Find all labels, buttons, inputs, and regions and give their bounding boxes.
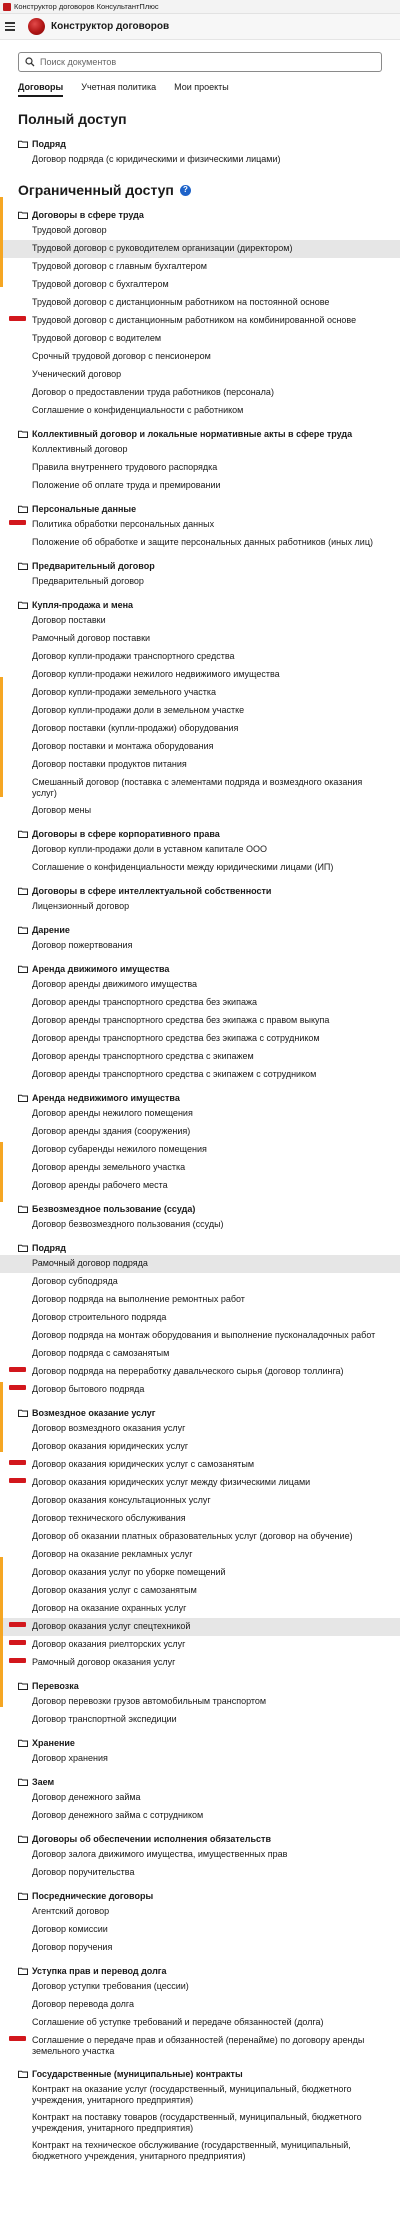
contract-list-item[interactable]: [0, 648, 400, 666]
contract-list-item[interactable]: [0, 1420, 400, 1438]
contract-label: Договор поставки продуктов питания: [32, 759, 187, 769]
contract-list-item[interactable]: [0, 1291, 400, 1309]
contract-list-item[interactable]: [0, 1123, 400, 1141]
contract-label: Договор аренды здания (сооружения): [32, 1126, 191, 1136]
contract-list-item[interactable]: [0, 1105, 400, 1123]
contract-label: Трудовой договор с главным бухгалтером: [32, 261, 207, 271]
contract-list-item[interactable]: [0, 1921, 400, 1939]
contract-list-item[interactable]: [0, 937, 400, 955]
contract-list-item[interactable]: [0, 1711, 400, 1729]
contract-label: Договор поставки: [32, 615, 106, 625]
contract-list-item[interactable]: [0, 612, 400, 630]
contract-list-item[interactable]: [0, 1582, 400, 1600]
group-title: Подряд: [32, 1243, 66, 1253]
contract-list-item[interactable]: [0, 1636, 400, 1654]
new-badge-icon: [9, 1460, 26, 1465]
contract-label: Лицензионный договор: [32, 901, 130, 911]
accent-bar: [0, 1557, 3, 1707]
contract-label: Договор денежного займа с сотрудником: [32, 1810, 204, 1820]
contract-group: [0, 2067, 400, 2165]
contract-list-item[interactable]: [0, 330, 400, 348]
contract-list-item[interactable]: [0, 1492, 400, 1510]
folder-icon: [18, 505, 28, 513]
group-header[interactable]: [0, 559, 400, 573]
contract-list-item[interactable]: [0, 1978, 400, 1996]
group-title: Аренда недвижимого имущества: [32, 1093, 180, 1103]
contract-label: Договор подряда с самозанятым: [32, 1348, 170, 1358]
contract-label: Ученический договор: [32, 369, 122, 379]
group-title: Хранение: [32, 1738, 75, 1748]
contract-group: [0, 1736, 400, 1768]
contract-label: Договор оказания услуг с самозанятым: [32, 1585, 197, 1595]
folder-icon: [18, 1778, 28, 1786]
contract-list-item[interactable]: [0, 684, 400, 702]
contract-label: Договор аренды транспортного средства без экипажа: [32, 997, 257, 1007]
contract-label: Договор залога движимого имущества, имущественных прав: [32, 1849, 288, 1859]
contract-label: Договор об оказании платных образовательных услуг (договор на обучение): [32, 1531, 353, 1541]
contract-group: [0, 1889, 400, 1957]
new-badge-icon: [9, 1478, 26, 1483]
contract-list-item[interactable]: [0, 756, 400, 774]
group-title: Договоры в сфере труда: [32, 210, 144, 220]
folder-icon: [18, 1094, 28, 1102]
group-header[interactable]: [0, 1091, 400, 1105]
accent-bar: [0, 1142, 3, 1202]
contract-label: Договор аренды движимого имущества: [32, 979, 198, 989]
contract-label: Договор комиссии: [32, 1924, 108, 1934]
group-title: Государственные (муниципальные) контракты: [32, 2069, 243, 2079]
contract-list-item[interactable]: [0, 2014, 400, 2032]
contract-group: [0, 827, 400, 877]
contract-label: Агентский договор: [32, 1906, 110, 1916]
group-header[interactable]: [0, 208, 400, 222]
group-header[interactable]: [0, 884, 400, 898]
contract-list-item[interactable]: [0, 1750, 400, 1768]
contract-list-item[interactable]: [0, 976, 400, 994]
contract-group: [0, 1679, 400, 1729]
search-input[interactable]: [18, 52, 382, 72]
contract-label: Положение об обработке и защите персональных данных работников (иных лиц): [32, 537, 373, 547]
contract-group: [0, 502, 400, 552]
contract-list-item[interactable]: [0, 222, 400, 240]
group-title: Безвозмездное пользование (ссуда): [32, 1204, 196, 1214]
contract-label: Правила внутреннего трудового распорядка: [32, 462, 218, 472]
contract-label: Договор строительного подряда: [32, 1312, 167, 1322]
group-title: Персональные данные: [32, 504, 137, 514]
new-badge-icon: [9, 316, 26, 321]
contract-label: Договор на оказание охранных услуг: [32, 1603, 187, 1613]
app-title: Конструктор договоров: [51, 21, 170, 32]
group-header[interactable]: [0, 427, 400, 441]
contract-group: [0, 923, 400, 955]
contract-label: Договор оказания юридических услуг между физическими лицами: [32, 1477, 311, 1487]
contract-label: Соглашение о конфиденциальности с работником: [32, 405, 244, 415]
contract-list-item[interactable]: [0, 1846, 400, 1864]
contract-list-item[interactable]: [0, 1345, 400, 1363]
contract-label: Трудовой договор: [32, 225, 107, 235]
contract-label: Договор подряда на переработку давальческого сырья (договор толлинга): [32, 1366, 344, 1376]
contract-list-item[interactable]: [0, 258, 400, 276]
contract-label: Договор поручения: [32, 1942, 113, 1952]
new-badge-icon: [9, 520, 26, 525]
tab-bar: [0, 72, 400, 102]
contract-group: [0, 1964, 400, 2060]
folder-icon: [18, 1409, 28, 1417]
folder-icon: [18, 430, 28, 438]
section-title-text: Полный доступ: [18, 111, 127, 127]
contract-label: Договор денежного займа: [32, 1792, 141, 1802]
folder-icon: [18, 1244, 28, 1252]
contract-list-item[interactable]: [0, 151, 400, 169]
folder-icon: [18, 2070, 28, 2078]
contract-label: Коллективный договор: [32, 444, 128, 454]
contract-label: Соглашение о конфиденциальности между юридическими лицами (ИП): [32, 862, 334, 872]
contract-group: [0, 962, 400, 1084]
contract-list-item[interactable]: [0, 1327, 400, 1345]
contract-label: Договор уступки требования (цессии): [32, 1981, 189, 1991]
contract-label: Рамочный договор подряда: [32, 1258, 148, 1268]
contract-label: Договор аренды транспортного средства с экипажем: [32, 1051, 254, 1061]
folder-icon: [18, 1739, 28, 1747]
contract-list-item[interactable]: [0, 1807, 400, 1825]
contract-label: Договор аренды транспортного средства без экипажа с правом выкупа: [32, 1015, 330, 1025]
folder-icon: [18, 140, 28, 148]
contract-label: Договор бытового подряда: [32, 1384, 145, 1394]
contract-list-item[interactable]: [0, 276, 400, 294]
contract-label: Трудовой договор с водителем: [32, 333, 162, 343]
folder-icon: [18, 1967, 28, 1975]
contract-group: [0, 427, 400, 495]
group-title: Аренда движимого имущества: [32, 964, 170, 974]
group-title: Предварительный договор: [32, 561, 155, 571]
contract-label: Контракт на оказание услуг (государственный, муниципальный, бюджетного учреждения, унитарного предприятия): [32, 2084, 352, 2105]
contract-list-item[interactable]: [0, 1438, 400, 1456]
accent-bar: [0, 1382, 3, 1452]
contract-list-item[interactable]: [0, 720, 400, 738]
contract-list-item[interactable]: [0, 1546, 400, 1564]
group-header[interactable]: [0, 962, 400, 976]
group-title: Коллективный договор и локальные нормативные акты в сфере труда: [32, 429, 353, 439]
contract-label: Договор купли-продажи доли в земельном участке: [32, 705, 245, 715]
group-title: Заем: [32, 1777, 55, 1787]
window-titlebar: [0, 0, 400, 14]
contract-list-item[interactable]: [0, 1363, 400, 1381]
group-title: Дарение: [32, 925, 70, 935]
contract-label: Договор оказания риелторских услуг: [32, 1639, 186, 1649]
contract-group: [0, 1241, 400, 1399]
new-badge-icon: [9, 1622, 26, 1627]
contract-list-item[interactable]: [0, 1789, 400, 1807]
group-header[interactable]: [0, 2067, 400, 2081]
tab-accounting-policy[interactable]: Учетная политика: [81, 82, 157, 92]
folder-icon: [18, 601, 28, 609]
contract-list-item[interactable]: [0, 516, 400, 534]
contract-list-item[interactable]: [0, 1996, 400, 2014]
group-title: Договоры об обеспечении исполнения обязательств: [32, 1834, 271, 1844]
contract-list-item[interactable]: [0, 774, 400, 802]
contract-label: Договор субподряда: [32, 1276, 118, 1286]
section-title-full-access: [0, 108, 400, 130]
contract-list-item[interactable]: [0, 1864, 400, 1882]
folder-icon: [18, 1835, 28, 1843]
contract-list-item[interactable]: [0, 1510, 400, 1528]
contract-label: Договор мены: [32, 805, 92, 815]
contract-list-item[interactable]: [0, 1177, 400, 1195]
contract-label: Договор купли-продажи доли в уставном капитале ООО: [32, 844, 267, 854]
tab-contracts[interactable]: Договоры: [18, 82, 63, 97]
folder-icon: [18, 887, 28, 895]
contract-list-item[interactable]: [0, 1903, 400, 1921]
tab-my-projects[interactable]: Мои проекты: [174, 82, 229, 92]
contract-list-item[interactable]: [0, 1030, 400, 1048]
contract-label: Трудовой договор с бухгалтером: [32, 279, 169, 289]
new-badge-icon: [9, 2036, 26, 2041]
group-header[interactable]: [0, 923, 400, 937]
folder-icon: [18, 965, 28, 973]
new-badge-icon: [9, 1658, 26, 1663]
group-title: Договоры в сфере корпоративного права: [32, 829, 220, 839]
contract-group: [0, 1406, 400, 1672]
group-title: Перевозка: [32, 1681, 79, 1691]
contract-list-item[interactable]: [0, 402, 400, 420]
contract-label: Положение об оплате труда и премировании: [32, 480, 221, 490]
contract-label: Трудовой договор с руководителем организации (директором): [32, 243, 293, 253]
contract-list-item[interactable]: [0, 1159, 400, 1177]
group-header[interactable]: [0, 1202, 400, 1216]
contract-label: Договор транспортной экспедиции: [32, 1714, 177, 1724]
folder-icon: [18, 1682, 28, 1690]
contract-label: Предварительный договор: [32, 576, 144, 586]
contract-label: Смешанный договор (поставка с элементами подряда и возмездного оказания услуг): [32, 777, 363, 798]
group-header[interactable]: [0, 502, 400, 516]
contract-label: Трудовой договор с дистанционным работником на постоянной основе: [32, 297, 330, 307]
contract-list-item[interactable]: [0, 240, 400, 258]
contract-label: Договор подряда на монтаж оборудования и выполнение пусконаладочных работ: [32, 1330, 376, 1340]
new-badge-icon: [9, 1640, 26, 1645]
contract-label: Договор подряда (с юридическими и физическими лицами): [32, 154, 281, 164]
contract-group: [0, 137, 400, 169]
contract-label: Договор возмездного оказания услуг: [32, 1423, 186, 1433]
contract-label: Договор технического обслуживания: [32, 1513, 186, 1523]
contract-label: Договор безвозмездного пользования (ссуды): [32, 1219, 224, 1229]
contract-label: Договор оказания услуг спецтехникой: [32, 1621, 191, 1631]
contract-label: Договор оказания консультационных услуг: [32, 1495, 211, 1505]
contract-label: Договор аренды рабочего места: [32, 1180, 168, 1190]
section-title-text: Ограниченный доступ: [18, 182, 174, 198]
contract-label: Договор аренды транспортного средства с экипажем с сотрудником: [32, 1069, 317, 1079]
group-title: Возмездное оказание услуг: [32, 1408, 156, 1418]
contract-label: Договор перевозки грузов автомобильным транспортом: [32, 1696, 267, 1706]
contract-list-item[interactable]: [0, 1255, 400, 1273]
group-title: Купля-продажа и мена: [32, 600, 134, 610]
contract-label: Договор купли-продажи транспортного средства: [32, 651, 235, 661]
contract-list-item[interactable]: [0, 1618, 400, 1636]
contract-label: Договор на оказание рекламных услуг: [32, 1549, 193, 1559]
contract-list-item[interactable]: [0, 859, 400, 877]
contract-list-item[interactable]: [0, 898, 400, 916]
contract-list-item[interactable]: [0, 1012, 400, 1030]
group-header[interactable]: [0, 1964, 400, 1978]
contract-list-item[interactable]: [0, 802, 400, 820]
group-title: Подряд: [32, 139, 66, 149]
contract-list-item[interactable]: [0, 2137, 400, 2165]
contract-label: Договор пожертвования: [32, 940, 133, 950]
contract-group: [0, 208, 400, 420]
folder-icon: [18, 211, 28, 219]
new-badge-icon: [9, 1367, 26, 1372]
contract-list-item[interactable]: [0, 1474, 400, 1492]
contract-label: Договор аренды земельного участка: [32, 1162, 186, 1172]
contract-label: Договор перевода долга: [32, 1999, 135, 2009]
search-icon: [25, 57, 35, 67]
contract-label: Договор аренды транспортного средства без экипажа с сотрудником: [32, 1033, 320, 1043]
contract-group: [0, 884, 400, 916]
hamburger-menu-icon[interactable]: [5, 19, 21, 35]
contract-list-item[interactable]: [0, 1528, 400, 1546]
folder-icon: [18, 562, 28, 570]
contract-list-item[interactable]: [0, 841, 400, 859]
full-access-groups: [0, 137, 400, 169]
contract-list-item[interactable]: [0, 666, 400, 684]
search-placeholder: Поиск документов: [40, 57, 117, 67]
group-header[interactable]: [0, 137, 400, 151]
contract-list-item[interactable]: [0, 2081, 400, 2109]
group-header[interactable]: [0, 1736, 400, 1750]
contract-list-item[interactable]: [0, 348, 400, 366]
folder-icon: [18, 1892, 28, 1900]
contract-list-item[interactable]: [0, 1693, 400, 1711]
contract-list-item[interactable]: [0, 534, 400, 552]
group-header[interactable]: [0, 1406, 400, 1420]
new-badge-icon: [9, 1385, 26, 1390]
contract-list-item[interactable]: [0, 384, 400, 402]
contract-list-item[interactable]: [0, 573, 400, 591]
contract-label: Трудовой договор с дистанционным работником на комбинированной основе: [32, 315, 357, 325]
contract-label: Контракт на поставку товаров (государственный, муниципальный, бюджетного учреждения, унитарного предприятия): [32, 2112, 362, 2133]
help-icon[interactable]: ?: [180, 185, 191, 196]
contract-list-item[interactable]: [0, 1381, 400, 1399]
contract-list-item[interactable]: [0, 2109, 400, 2137]
contract-label: Договор оказания юридических услуг: [32, 1441, 189, 1451]
group-header[interactable]: [0, 1775, 400, 1789]
folder-icon: [18, 1205, 28, 1213]
contract-label: Политика обработки персональных данных: [32, 519, 215, 529]
contract-label: Договор оказания юридических услуг с самозанятым: [32, 1459, 255, 1469]
contract-list-item[interactable]: [0, 1141, 400, 1159]
contract-list-item[interactable]: [0, 366, 400, 384]
window-title: Конструктор договоров КонсультантПлюс: [14, 2, 159, 11]
contract-label: Договор о предоставлении труда работников (персонала): [32, 387, 274, 397]
contract-list-item[interactable]: [0, 1048, 400, 1066]
app-header: [0, 14, 400, 40]
contract-group: [0, 598, 400, 820]
document-catalog: [0, 102, 400, 2165]
contract-list-item[interactable]: [0, 1273, 400, 1291]
contract-label: Договор поставки (купли-продажи) оборудования: [32, 723, 239, 733]
folder-icon: [18, 926, 28, 934]
group-title: Уступка прав и перевод долга: [32, 1966, 167, 1976]
accent-bar: [0, 677, 3, 797]
contract-list-item[interactable]: [0, 294, 400, 312]
group-header[interactable]: [0, 827, 400, 841]
contract-list-item[interactable]: [0, 1216, 400, 1234]
group-header[interactable]: [0, 1679, 400, 1693]
contract-list-item[interactable]: [0, 994, 400, 1012]
accent-bar: [0, 197, 3, 287]
contract-label: Рамочный договор поставки: [32, 633, 151, 643]
contract-list-item[interactable]: [0, 630, 400, 648]
contract-label: Договор хранения: [32, 1753, 108, 1763]
group-header[interactable]: [0, 1241, 400, 1255]
contract-label: Договор подряда на выполнение ремонтных работ: [32, 1294, 245, 1304]
contract-label: Договор купли-продажи земельного участка: [32, 687, 217, 697]
contract-label: Рамочный договор оказания услуг: [32, 1657, 176, 1667]
group-header[interactable]: [0, 1832, 400, 1846]
contract-list-item[interactable]: [0, 2032, 400, 2060]
contract-label: Договор купли-продажи нежилого недвижимого имущества: [32, 669, 280, 679]
contract-label: Контракт на техническое обслуживание (государственный, муниципальный, бюджетного учреждения, унитарного предприятия): [32, 2140, 351, 2161]
section-title-limited-access: [0, 179, 400, 201]
contract-list-item[interactable]: [0, 1600, 400, 1618]
contract-group: [0, 1091, 400, 1195]
contract-group: [0, 1202, 400, 1234]
contract-list-item[interactable]: [0, 459, 400, 477]
app-window-icon: [3, 3, 11, 11]
group-header[interactable]: [0, 1889, 400, 1903]
contract-list-item[interactable]: [0, 477, 400, 495]
contract-list-item[interactable]: [0, 1654, 400, 1672]
contract-label: Соглашение о передаче прав и обязанностей (перенайме) по договору аренды земельного участка: [32, 2035, 365, 2056]
contract-list-item[interactable]: [0, 312, 400, 330]
contract-list-item[interactable]: [0, 738, 400, 756]
contract-list-item[interactable]: [0, 1564, 400, 1582]
contract-group: [0, 1775, 400, 1825]
contract-list-item[interactable]: [0, 1456, 400, 1474]
contract-label: Договор поручительства: [32, 1867, 135, 1877]
contract-group: [0, 559, 400, 591]
contract-label: Договор поставки и монтажа оборудования: [32, 741, 214, 751]
search-area: [0, 40, 400, 72]
group-title: Договоры в сфере интеллектуальной собственности: [32, 886, 272, 896]
contract-label: Срочный трудовой договор с пенсионером: [32, 351, 211, 361]
consultant-logo: [28, 18, 45, 35]
contract-label: Соглашение об уступке требований и передаче обязанностей (долга): [32, 2017, 324, 2027]
contract-list-item[interactable]: [0, 1066, 400, 1084]
limited-access-groups: [0, 208, 400, 2165]
contract-label: Договор оказания услуг по уборке помещений: [32, 1567, 226, 1577]
contract-label: Договор аренды нежилого помещения: [32, 1108, 193, 1118]
contract-list-item[interactable]: [0, 441, 400, 459]
contract-group: [0, 1832, 400, 1882]
contract-list-item[interactable]: [0, 702, 400, 720]
group-header[interactable]: [0, 598, 400, 612]
contract-label: Договор субаренды нежилого помещения: [32, 1144, 207, 1154]
contract-list-item[interactable]: [0, 1939, 400, 1957]
group-title: Посреднические договоры: [32, 1891, 154, 1901]
folder-icon: [18, 830, 28, 838]
contract-list-item[interactable]: [0, 1309, 400, 1327]
